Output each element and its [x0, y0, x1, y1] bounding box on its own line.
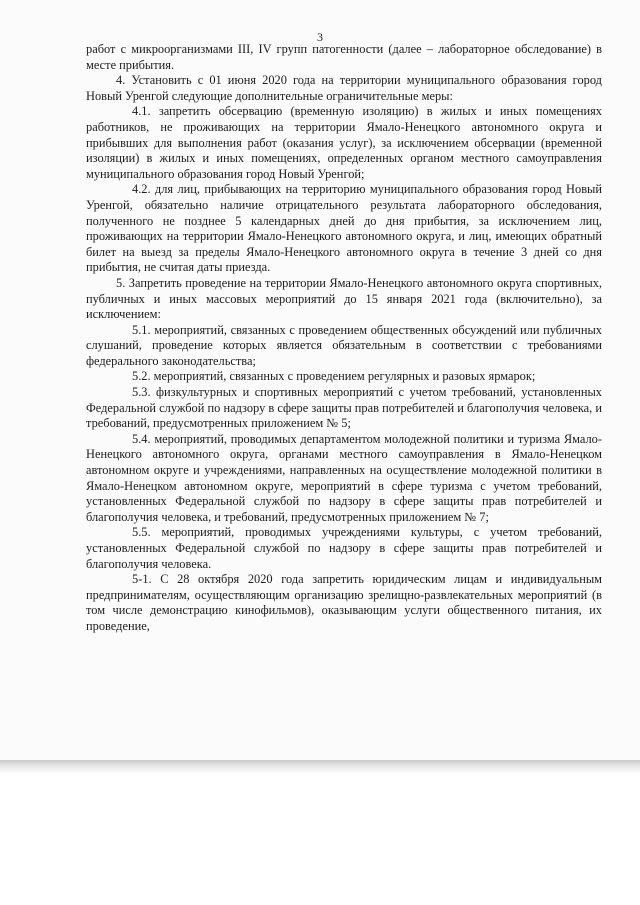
- paragraph-item-5: 5. Запретить проведение на территории Ямало-Ненецкого автономного округа спортивных, публичных и иных массовых мероприятий до 15 января 2021 года (включительно), за исключением:: [86, 275, 602, 322]
- paragraph-item-5-1-sub: 5-1. С 28 октября 2020 года запретить юридическим лицам и индивидуальным предпринимателям, осуществляющим организацию зрелищно-развлекательных мероприятий (в том числе демонстрацию кинофильмов), оказывающим услуги общественного питания, их проведение,: [86, 572, 602, 633]
- paragraph-item-5-4: 5.4. мероприятий, проводимых департаментом молодежной политики и туризма Ямало-Ненецкого автономного округа, органами местного самоуправления в Ямало-Ненецком автономном округе и учреждениями, направленных на осуществление молодежной политики в Ямало-Ненецком автономном округе, мероприятий в сфере туризма с учетом требований, установленных Федеральной службой по надзору в сфере защиты прав потребителей и благополучия человека, и требований, предусмотренных приложением № 7;: [86, 431, 602, 524]
- paragraph-item-5-2: 5.2. мероприятий, связанных с проведением регулярных и разовых ярмарок;: [132, 369, 536, 384]
- paragraph-item-4: 4. Установить с 01 июня 2020 года на территории муниципального образования город Новый Уренгой следующие дополнительные ограничительные меры:: [86, 73, 602, 103]
- paragraph-item-5-5: 5.5. мероприятий, проводимых учреждениями культуры, с учетом требований, установленных Федеральной службой по надзору в сфере защиты прав потребителей и благополучия человека.: [86, 525, 602, 571]
- paragraph-item-5-3: 5.3. физкультурных и спортивных мероприятий с учетом требований, установленных Федеральной службой по надзору в сфере защиты прав потребителей и благополучия человека, и требований, предусмотренных приложением № 5;: [86, 385, 602, 431]
- page-edge-shadow: [0, 760, 640, 774]
- paragraph-item-4-2: 4.2. для лиц, прибывающих на территорию муниципального образования город Новый Уренгой, обязательно наличие отрицательного результата лабораторного обследования, полученного не позднее 5 календарных дней до дня прибытия, за исключением лиц, проживающих на территории Ямало-Ненецкого автономного округа, и лиц, имеющих обратный билет на выезд за пределы Ямало-Ненецкого автономного округа в течение 3 дней со дня прибытия, не считая даты приезда.: [86, 182, 602, 275]
- document-body: [86, 42, 602, 635]
- paragraph-continuation: работ с микроорганизмами III, IV групп патогенности (далее – лабораторное обследование) в месте прибытия.: [86, 42, 602, 72]
- paragraph-item-5-1: 5.1. мероприятий, связанных с проведением общественных обсуждений или публичных слушаний, проведение которых является обязательным в соответствии с требованиями федерального законодательства;: [86, 322, 602, 368]
- paragraph-item-4-1: 4.1. запретить обсервацию (временную изоляцию) в жилых и иных помещениях работников, не проживающих на территории Ямало-Ненецкого автономного округа и прибывших для выполнения работ (оказания услуг), за исключением обсервации (временной изоляции) в жилых и иных помещениях, определенных органом местного самоуправления муниципального образования город Новый Уренгой;: [86, 104, 602, 181]
- page-number: 3: [317, 30, 323, 44]
